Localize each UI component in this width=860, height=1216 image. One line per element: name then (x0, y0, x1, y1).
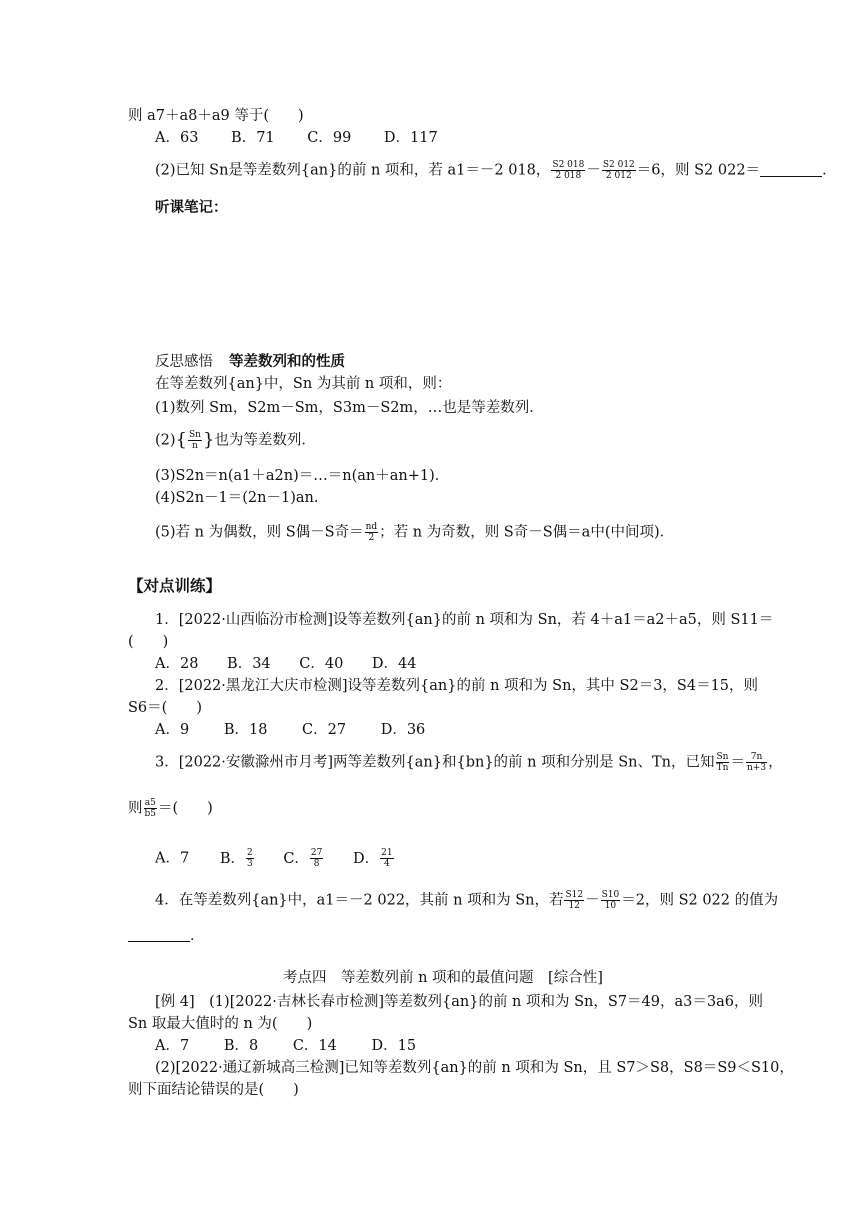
option-c: C．99 (307, 130, 352, 146)
reflect-heading: 反思感悟 等差数列和的性质 (155, 353, 345, 370)
practice-q3-line2: 则 $\frac{a5}{b5}$ ＝( ) (128, 798, 213, 819)
practice-q2-options: A．9 B．18 C．27 D．36 (155, 722, 426, 738)
practice-q2-line2: S6＝( ) (128, 700, 202, 716)
practice-q3-line1: 3．[2022·安徽滁州市月考]两等差数列{an}和{bn}的前 n 项和分别是 Sn、Tn，已知 $\frac{Sn}{Tn}$ ＝ $\frac{7n}{n+3}$ ， (155, 752, 783, 773)
option-d: D．117 (383, 130, 438, 146)
reflect-point-4: (4)S2n－1＝(2n－1)an. (155, 490, 319, 506)
fraction-s2012: $\frac{S2 012}{2 012}$ (602, 160, 635, 181)
question-options (155, 128, 438, 148)
option-b: B．71 (231, 130, 275, 146)
practice-q4-line2: ． (128, 926, 205, 946)
example4b-line1: (2)[2022·通辽新城高三检测]已知等差数列{an}的前 n 项和为 Sn，且 S7＞S8，S8＝S9＜S10， (155, 1060, 794, 1076)
reflect-point-5: (5)若 n 为偶数，则 S偶－S奇＝ $\frac{nd}{2}$ ；若 n 为奇数，则 S奇－S偶＝a中(中间项)． (155, 522, 675, 543)
example4-line1: [例 4] (1)[2022·吉林长春市检测]等差数列{an}的前 n 项和为 Sn，S7＝49，a3＝3a6，则 (155, 994, 763, 1010)
practice-q2-line1: 2．[2022·黑龙江大庆市检测]设等差数列{an}的前 n 项和为 Sn，其中 S2＝3，S4＝15，则 (155, 678, 759, 694)
example4b-line2: 则下面结论错误的是( ) (128, 1082, 299, 1098)
question-2: (2)已知 Sn是等差数列{an}的前 n 项和，若 a1＝－2 018， $\frac{S2 018}{2 018}$ － $\frac{S2 012}{2 012}$ ＝6，则 S2 022＝ ． (155, 160, 837, 181)
practice-q4-line1: 4．在等差数列{an}中，a1＝－2 022，其前 n 项和为 Sn，若 $\frac{S12}{12}$ － $\frac{S10}{10}$ ＝2，则 S2 022 的值为 (155, 890, 779, 911)
fraction-s2018: $\frac{S2 018}{2 018}$ (552, 160, 585, 181)
answer-blank (760, 162, 822, 177)
practice-q1-options: A．28 B．34 C．40 D．44 (155, 656, 417, 672)
reflect-point-2: (2){ $\frac{Sn}{n}$ }也为等差数列． (155, 429, 316, 451)
reflect-point-3: (3)S2n＝n(a1＋a2n)＝…＝n(an＋an+1)． (155, 468, 450, 484)
reflect-point-1: (1)数列 Sm，S2m－Sm，S3m－S2m，…也是等差数列． (155, 400, 544, 416)
practice-q1-line1: 1．[2022·山西临汾市检测]设等差数列{an}的前 n 项和为 Sn，若 4＋a1＝a2＋a5，则 S11＝ (155, 612, 774, 628)
practice-q3-options: A．7 B． $\frac{2}{3}$ C． $\frac{27}{8}$ D． $\frac{21}{4}$ (155, 848, 393, 869)
option-a: A．63 (155, 130, 199, 146)
practice-header: 【对点训练】 (128, 576, 222, 595)
section-title: 考点四 等差数列前 n 项和的最值问题 [综合性] (283, 970, 603, 986)
example4-options: A．7 B．8 C．14 D．15 (155, 1038, 417, 1054)
reflect-intro: 在等差数列{an}中，Sn 为其前 n 项和，则： (155, 376, 452, 392)
example4-line2: Sn 取最大值时的 n 为( ) (128, 1016, 313, 1032)
practice-q1-line2: ( ) (128, 634, 169, 650)
notes-label: 听课笔记： (155, 199, 228, 216)
question-stem-end: 则 a7＋a8＋a9 等于( ) (128, 108, 304, 124)
answer-blank (128, 927, 190, 942)
